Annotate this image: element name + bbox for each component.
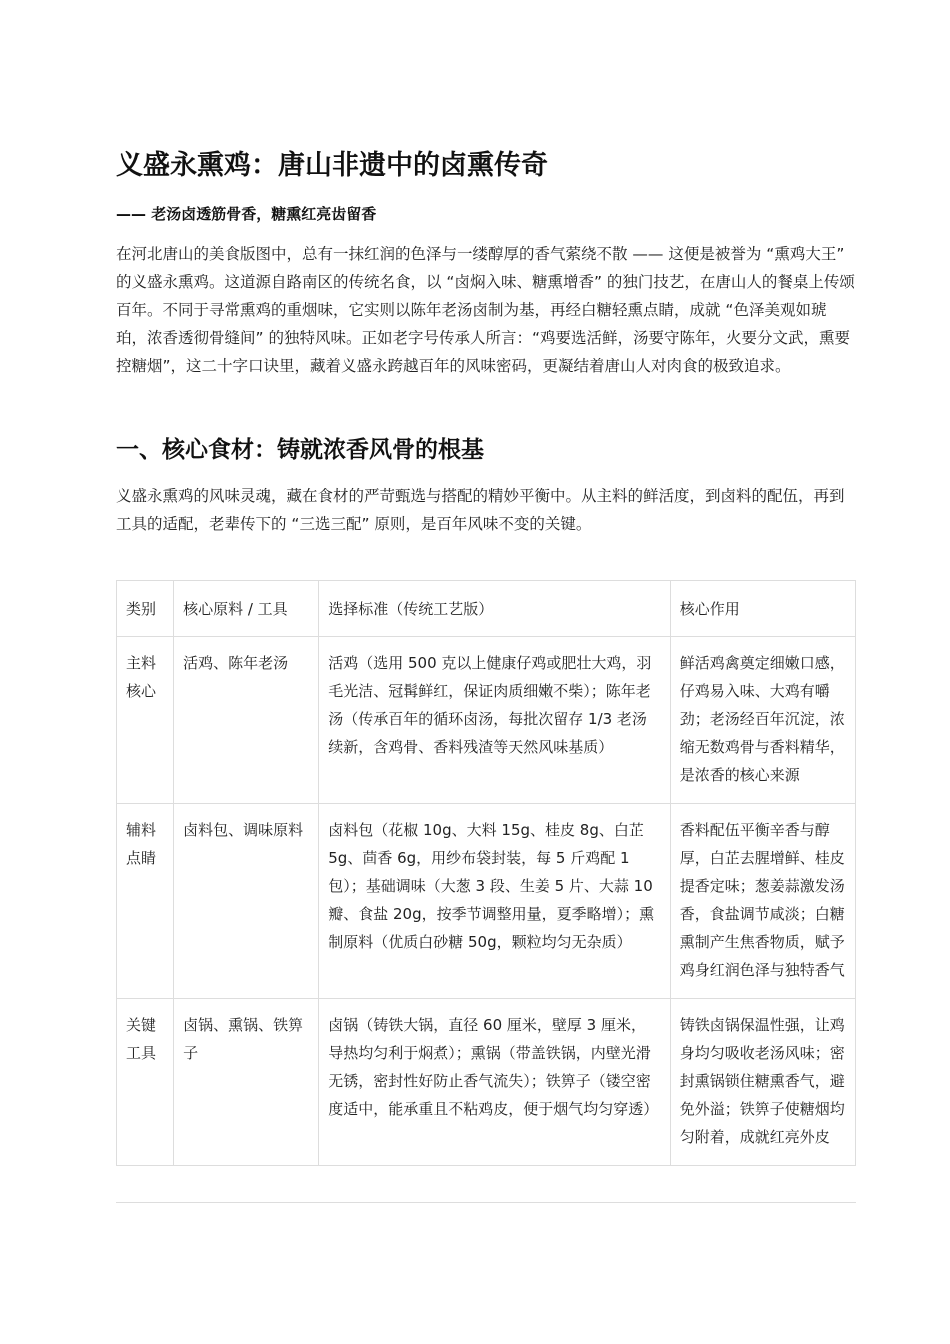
article-intro: 在河北唐山的美食版图中，总有一抹红润的色泽与一缕醇厚的香气萦绕不散 —— 这便是被誉为 “熏鸡大王” 的义盛永熏鸡。这道源自路南区的传统名食，以 “卤焖入味、糖熏增香” 的独门技艺，在唐山人的餐桌上传颂百年。不同于寻常熏鸡的重烟味，它实则以陈年老汤卤制为基，再经白糖轻熏点睛，成就 “色泽美观如琥珀，浓香透彻骨缝间” 的独特风味。正如老字号传承人所言：“鸡要选活鲜，汤要守陈年，火要分文武，熏要控糖烟”，这二十字口诀里，藏着义盛永跨越百年的风味密码，更凝结着唐山人对肉食的极致追求。 — [116, 245, 855, 375]
table-row — [117, 804, 856, 999]
cell-materials: 卤料包、调味原料 — [174, 804, 319, 999]
header-category: 类别 — [117, 581, 174, 637]
cell-category: 辅料点睛 — [117, 804, 174, 999]
section-intro-ingredients: 义盛永熏鸡的风味灵魂，藏在食材的严苛甄选与搭配的精妙平衡中。从主料的鲜活度，到卤料的配伍，再到工具的适配，老辈传下的 “三选三配” 原则，是百年风味不变的关键。 — [116, 487, 845, 533]
table-row — [117, 637, 856, 804]
cell-standard: 卤料包（花椒 10g、大料 15g、桂皮 8g、白芷 5g、茴香 6g，用纱布袋封装，每 5 斤鸡配 1 包）；基础调味（大葱 3 段、生姜 5 片、大蒜 10 瓣、食盐 20g，按季节调整用量，夏季略增）；熏制原料（优质白砂糖 50g，颗粒均匀无杂质） — [319, 804, 670, 999]
cell-materials: 卤锅、熏锅、铁箅子 — [174, 999, 319, 1166]
ingredients-table — [116, 580, 856, 1166]
section-heading-ingredients: 一、核心食材：铸就浓香风骨的根基 — [116, 437, 484, 463]
header-standard: 选择标准（传统工艺版） — [319, 581, 670, 637]
article-title: 义盛永熏鸡：唐山非遗中的卤熏传奇 — [116, 150, 548, 181]
cell-category: 主料核心 — [117, 637, 174, 804]
header-materials: 核心原料 / 工具 — [174, 581, 319, 637]
cell-role: 香料配伍平衡辛香与醇厚，白芷去腥增鲜、桂皮提香定味；葱姜蒜激发汤香，食盐调节咸淡；白糖熏制产生焦香物质，赋予鸡身红润色泽与独特香气 — [670, 804, 855, 999]
cell-standard: 卤锅（铸铁大锅，直径 60 厘米，壁厚 3 厘米，导热均匀利于焖煮）；熏锅（带盖铁锅，内壁光滑无锈，密封性好防止香气流失）；铁箅子（镂空密度适中，能承重且不粘鸡皮，便于烟气均匀穿透） — [319, 999, 670, 1166]
table-row — [117, 999, 856, 1166]
cell-standard: 活鸡（选用 500 克以上健康仔鸡或肥壮大鸡，羽毛光洁、冠髯鲜红，保证肉质细嫩不柴）；陈年老汤（传承百年的循环卤汤，每批次留存 1/3 老汤续新，含鸡骨、香料残渣等天然风味基质） — [319, 637, 670, 804]
table-header-row — [117, 581, 856, 637]
header-role: 核心作用 — [670, 581, 855, 637]
cell-category: 关键工具 — [117, 999, 174, 1166]
cell-role: 铸铁卤锅保温性强，让鸡身均匀吸收老汤风味；密封熏锅锁住糖熏香气，避免外溢；铁箅子使糖烟均匀附着，成就红亮外皮 — [670, 999, 855, 1166]
ingredients-table-container — [116, 580, 856, 1203]
cell-role: 鲜活鸡禽奠定细嫩口感，仔鸡易入味、大鸡有嚼劲；老汤经百年沉淀，浓缩无数鸡骨与香料精华，是浓香的核心来源 — [670, 637, 855, 804]
cell-materials: 活鸡、陈年老汤 — [174, 637, 319, 804]
article-subtitle: —— 老汤卤透筋骨香，糖熏红亮齿留香 — [116, 205, 377, 223]
